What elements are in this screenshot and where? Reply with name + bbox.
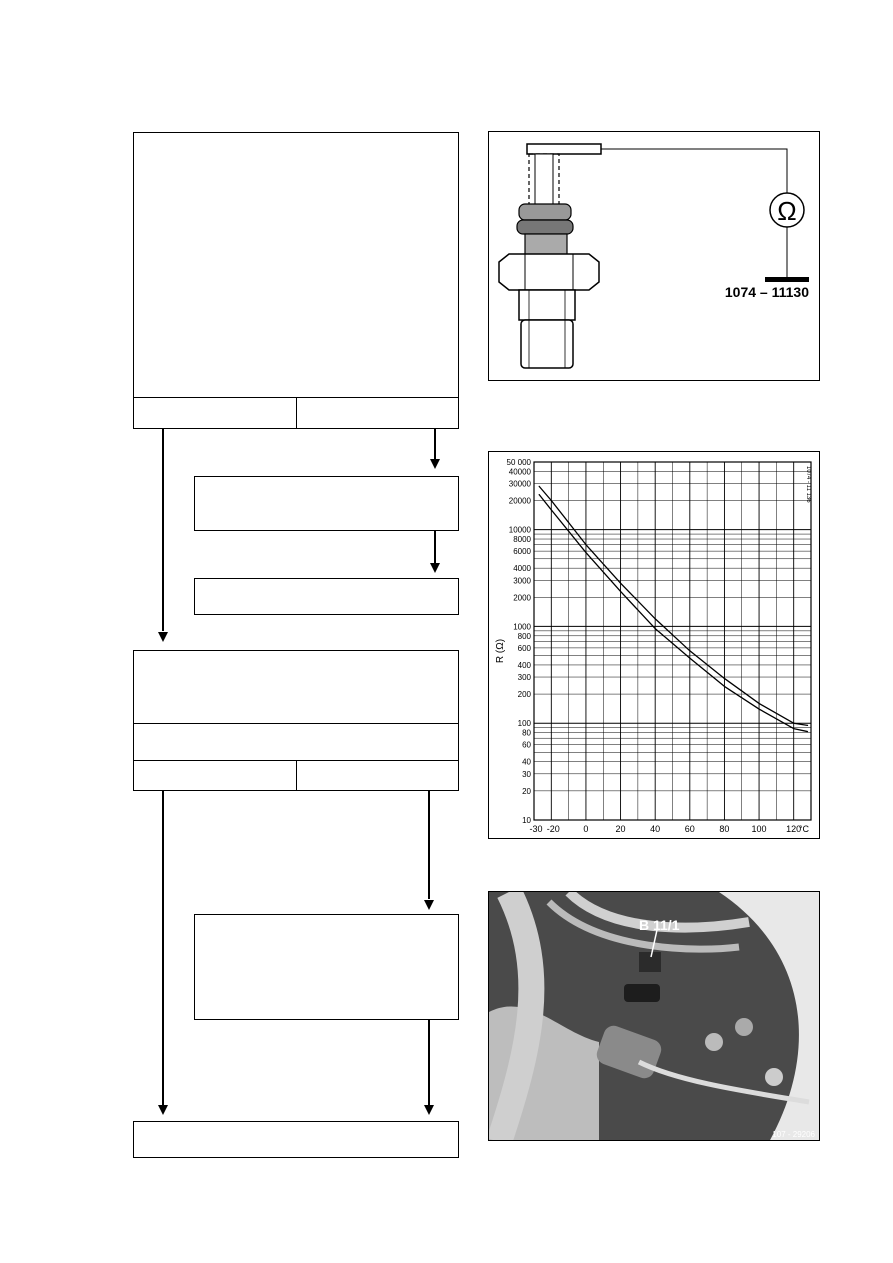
chart-y-tick-label: 4000 bbox=[513, 564, 531, 574]
chart-point bbox=[793, 723, 794, 724]
chart-y-tick-label: 1000 bbox=[513, 622, 531, 632]
chart-series-line-1 bbox=[539, 486, 807, 725]
chart-x-tick-label: 120 bbox=[786, 824, 802, 834]
flow-arrow bbox=[158, 1105, 168, 1115]
chart-y-tick-label: 800 bbox=[517, 631, 531, 641]
chart-point bbox=[689, 650, 690, 651]
chart-y-tick-label: 50 000 bbox=[506, 458, 531, 467]
flow-connector bbox=[162, 791, 164, 1105]
photo-code: 107 - 29206 bbox=[772, 1130, 815, 1139]
chart-point bbox=[539, 486, 540, 487]
chart-point bbox=[585, 544, 586, 545]
flow-connector bbox=[428, 791, 430, 899]
chart-x-tick-label: 100 bbox=[751, 824, 767, 834]
chart-x-tick-label: 80 bbox=[719, 824, 730, 834]
chart-x-tick-label: 40 bbox=[650, 824, 661, 834]
flow-arrow bbox=[424, 1105, 434, 1115]
flow-arrow bbox=[430, 563, 440, 573]
chart-point bbox=[585, 552, 586, 553]
chart-y-tick-label: 30000 bbox=[508, 479, 531, 489]
chart-point bbox=[551, 500, 552, 501]
ohm-symbol: Ω bbox=[777, 196, 797, 226]
chart-point bbox=[724, 686, 725, 687]
chart-point bbox=[655, 618, 656, 619]
resistance-chart-panel bbox=[488, 451, 820, 839]
chart-x-tick-label: -30 bbox=[529, 824, 543, 834]
chart-y-tick-label: 10000 bbox=[508, 525, 531, 535]
flow-step-5-box bbox=[194, 914, 459, 1020]
chart-y-tick-label: 20 bbox=[522, 786, 531, 796]
chart-point bbox=[655, 628, 656, 629]
chart-y-tick-label: 40000 bbox=[508, 467, 531, 477]
chart-point bbox=[758, 703, 759, 704]
chart-x-tick-label: -20 bbox=[546, 824, 560, 834]
chart-y-tick-label: 30 bbox=[522, 769, 531, 779]
chart-point bbox=[551, 509, 552, 510]
chart-y-tick-label: 60 bbox=[522, 740, 531, 750]
flow-connector bbox=[434, 429, 436, 459]
flow-step-1-option-left bbox=[133, 397, 297, 429]
flow-step-2-box bbox=[194, 476, 459, 531]
chart-y-tick-label: 6000 bbox=[513, 547, 531, 557]
flow-step-4-option-right bbox=[296, 760, 459, 791]
flow-step-1-box bbox=[133, 132, 459, 398]
flow-arrow bbox=[424, 900, 434, 910]
chart-point bbox=[793, 728, 794, 729]
engine-photo bbox=[488, 891, 820, 1141]
chart-point bbox=[689, 658, 690, 659]
flow-step-6-box bbox=[133, 1121, 459, 1158]
engine-photo-illustration bbox=[489, 892, 820, 1141]
sensor-measurement-figure bbox=[488, 131, 820, 381]
chart-point bbox=[724, 678, 725, 679]
sensor-drawing bbox=[489, 132, 820, 381]
chart-x-tick-label: 20 bbox=[615, 824, 626, 834]
flow-connector bbox=[162, 429, 164, 631]
chart-y-tick-label: 10 bbox=[522, 816, 531, 825]
chart-series-line-2 bbox=[539, 495, 807, 732]
flow-arrow bbox=[430, 459, 440, 469]
chart-y-tick-label: 40 bbox=[522, 757, 531, 767]
chart-y-axis-label: R (Ω) bbox=[495, 638, 506, 664]
chart-figure-code: 1074 - 11 136 bbox=[805, 466, 811, 503]
flow-step-4-box bbox=[133, 650, 459, 725]
flow-arrow bbox=[158, 632, 168, 642]
chart-point bbox=[807, 725, 808, 726]
chart-y-tick-label: 300 bbox=[517, 673, 531, 683]
chart-y-tick-label: 3000 bbox=[513, 576, 531, 586]
component-label: B 11/1 bbox=[639, 917, 680, 933]
chart-y-tick-label: 200 bbox=[517, 690, 531, 700]
ground-symbol bbox=[765, 277, 809, 282]
chart-x-tick-label: 60 bbox=[684, 824, 695, 834]
chart-point bbox=[807, 731, 808, 732]
chart-y-tick-label: 100 bbox=[517, 719, 531, 729]
chart-y-tick-label: 2000 bbox=[513, 593, 531, 603]
chart-y-tick-label: 600 bbox=[517, 643, 531, 653]
chart-y-tick-label: 400 bbox=[517, 660, 531, 670]
chart-x-tick-label: 0 bbox=[583, 824, 589, 834]
chart-y-tick-label: 20000 bbox=[508, 496, 531, 506]
chart-y-tick-label: 8000 bbox=[513, 535, 531, 545]
part-number-label: 1074 – 11130 bbox=[724, 284, 809, 300]
chart-y-tick-label: 80 bbox=[522, 728, 531, 738]
chart-point bbox=[620, 583, 621, 584]
chart-point bbox=[539, 494, 540, 495]
flow-connector bbox=[434, 531, 436, 563]
chart-x-unit-label: °C bbox=[798, 824, 809, 834]
chart-point bbox=[758, 708, 759, 709]
flow-step-4-sub-box bbox=[133, 723, 459, 761]
flow-step-4-option-left bbox=[133, 760, 297, 791]
resistance-temperature-chart bbox=[489, 452, 820, 839]
flow-connector bbox=[428, 1020, 430, 1105]
flow-step-3-box bbox=[194, 578, 459, 615]
chart-point bbox=[620, 591, 621, 592]
flow-step-1-option-right bbox=[296, 397, 459, 429]
